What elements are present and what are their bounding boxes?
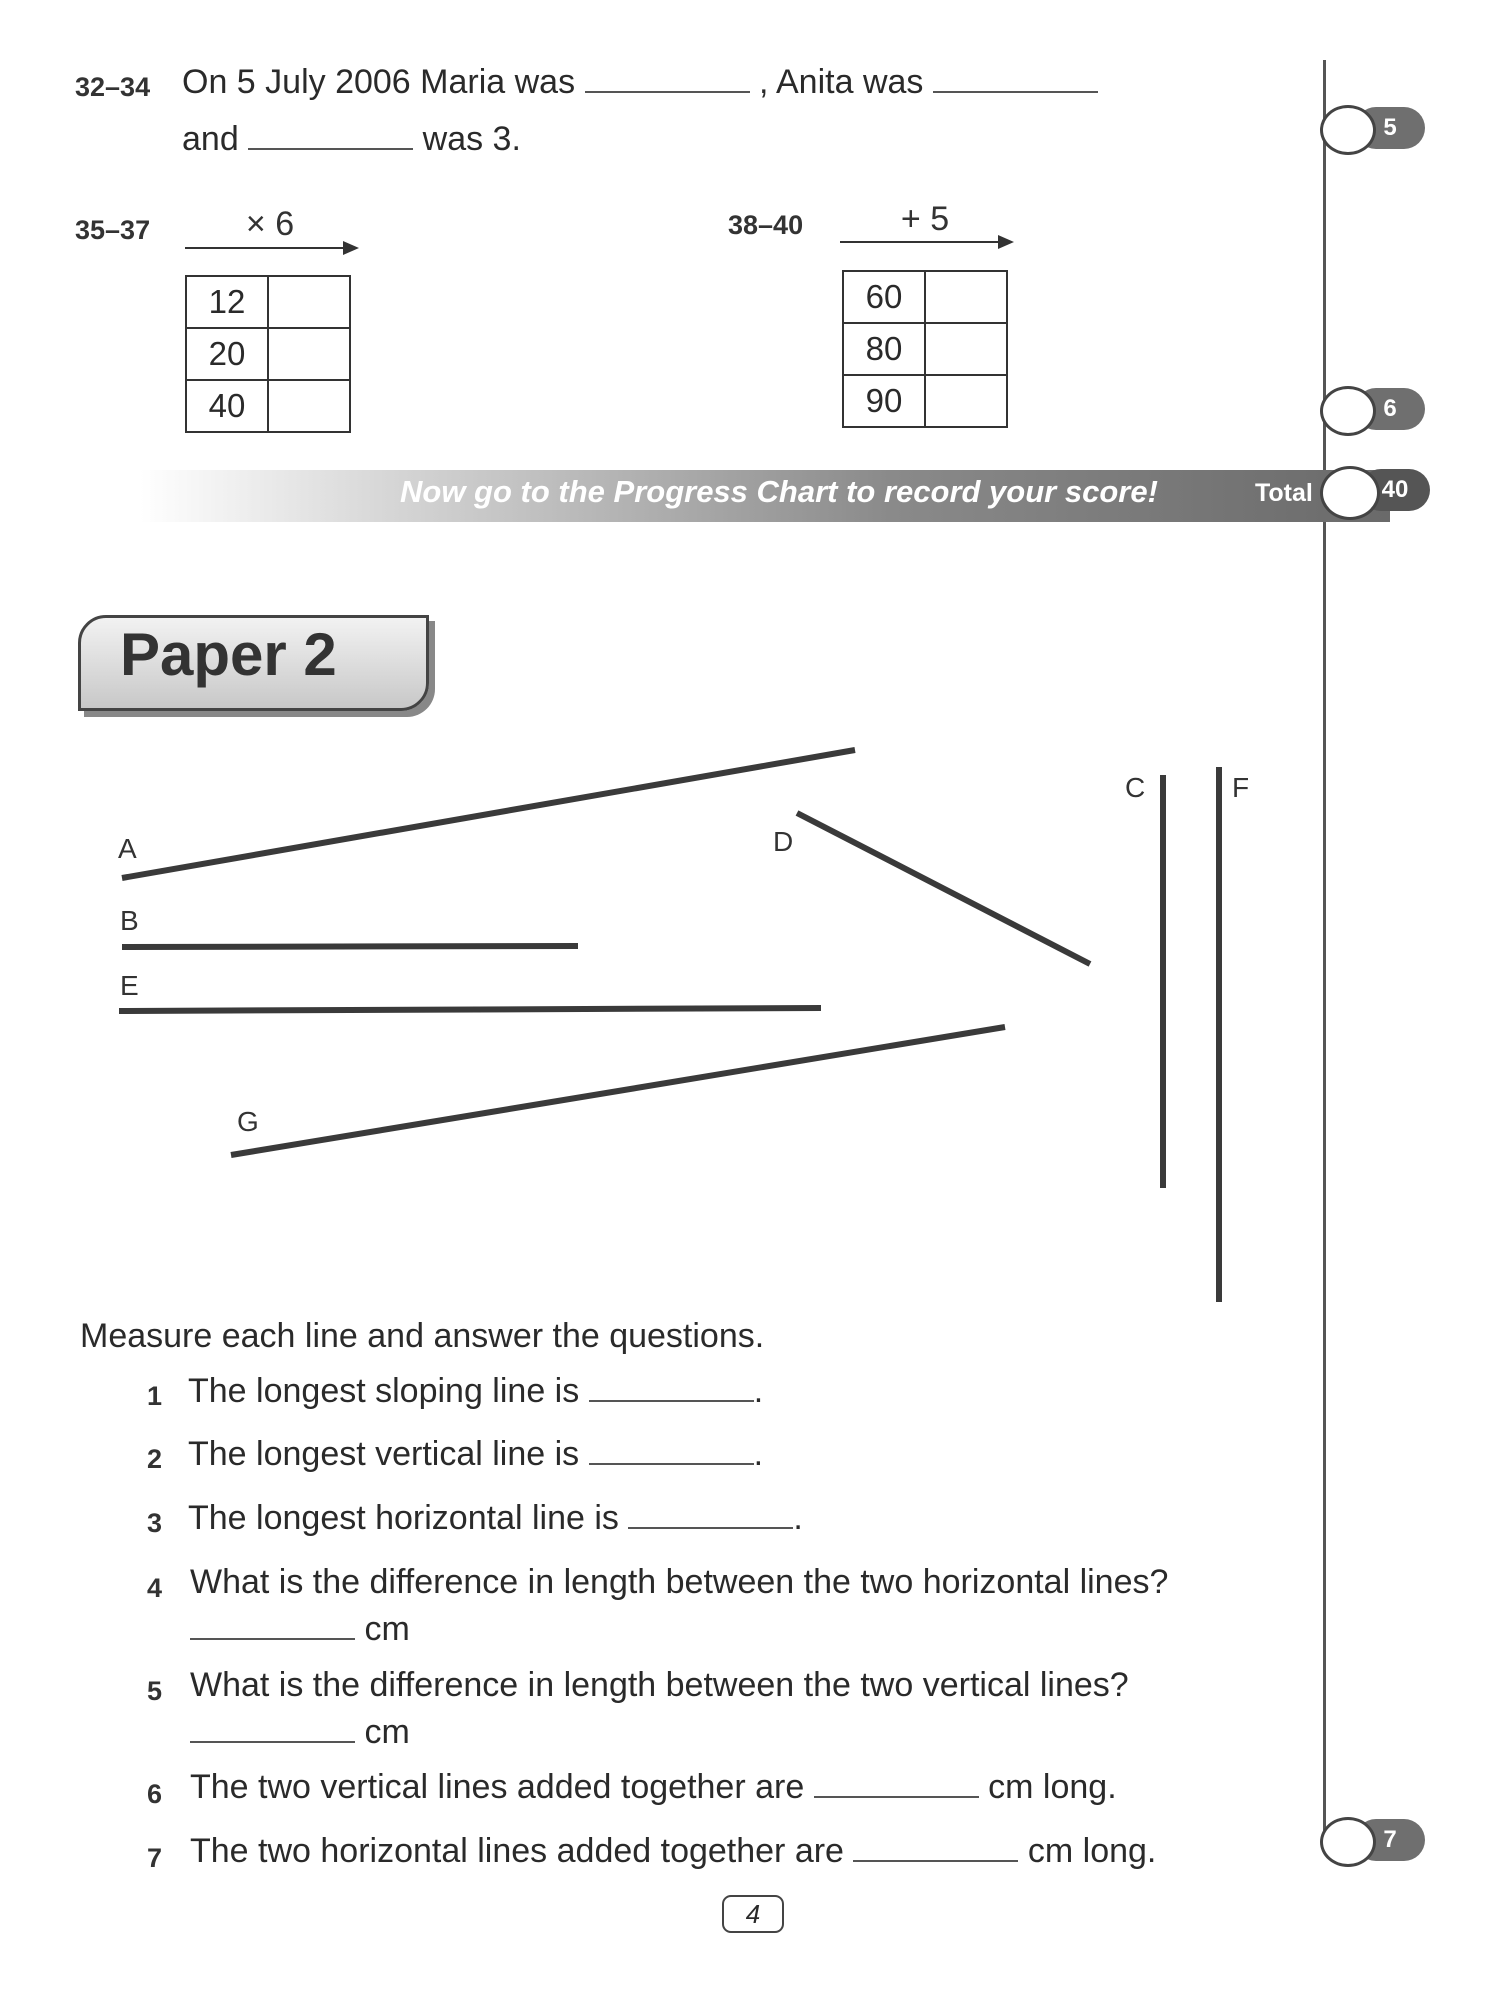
line-label-b: B	[120, 905, 139, 936]
input-cell: 90	[843, 375, 925, 427]
question-4-text: What is the difference in length between the two horizontal lines?	[190, 1563, 1169, 1601]
question-1-end: .	[753, 1372, 764, 1410]
input-cell: 12	[186, 276, 268, 328]
score-input-circle[interactable]	[1320, 1817, 1376, 1867]
score-max-badge: 6	[1355, 388, 1425, 430]
answer-blank-4[interactable]	[190, 1638, 355, 1640]
answer-blank-2[interactable]	[589, 1463, 754, 1465]
line-label-c: C	[1125, 772, 1146, 803]
answer-blank-7[interactable]	[853, 1860, 1018, 1862]
paper-title: Paper 2	[120, 621, 337, 688]
line-g	[231, 1027, 1005, 1155]
total-max-badge: 40	[1360, 469, 1430, 511]
question-number-6: 6	[147, 1779, 163, 1809]
question-2	[188, 1435, 763, 1474]
question-1	[188, 1372, 763, 1411]
q32-part4: was 3.	[422, 120, 521, 158]
line-label-f: F	[1232, 772, 1250, 803]
question-7-unit: cm long.	[1027, 1832, 1157, 1870]
line-a	[122, 750, 855, 878]
page-number: 4	[722, 1895, 784, 1933]
line-label-g: G	[237, 1106, 259, 1137]
answer-blank-6[interactable]	[814, 1796, 979, 1798]
line-label-e: E	[120, 970, 139, 1001]
q32-part1: On 5 July 2006 Maria was	[182, 63, 576, 101]
question-5-text: What is the difference in length between the two vertical lines?	[190, 1666, 1129, 1704]
input-cell: 60	[843, 271, 925, 323]
input-cell: 40	[186, 380, 268, 432]
question-5-answer	[190, 1713, 410, 1752]
question-5-unit: cm	[364, 1713, 410, 1751]
question-6-unit: cm long.	[988, 1768, 1117, 1806]
question-number-2: 2	[147, 1444, 163, 1474]
question-1-text: The longest sloping line is	[188, 1372, 580, 1410]
line-d	[797, 813, 1090, 964]
question-3-text: The longest horizontal line is	[188, 1499, 619, 1537]
question-6-text: The two vertical lines added together are	[190, 1768, 805, 1806]
line-label-a: A	[118, 833, 137, 864]
score-max-badge: 5	[1355, 107, 1425, 149]
answer-blank-1[interactable]	[589, 1400, 754, 1402]
operation-add-5: + 5	[900, 200, 950, 238]
input-cell: 20	[186, 328, 268, 380]
question-number-1: 1	[147, 1381, 163, 1411]
line-b	[122, 946, 578, 947]
q32-part3: and	[182, 120, 239, 158]
question-number-38: 38–40	[728, 210, 804, 240]
question-2-text: The longest vertical line is	[188, 1435, 580, 1473]
question-4-unit: cm	[364, 1610, 410, 1648]
operation-multiply-6: × 6	[245, 205, 295, 243]
instructions: Measure each line and answer the questions.	[80, 1317, 765, 1355]
question-number-3: 3	[147, 1508, 163, 1538]
line-e	[119, 1008, 821, 1011]
question-number-5: 5	[147, 1676, 163, 1706]
question-6	[190, 1768, 1117, 1807]
question-2-end: .	[753, 1435, 764, 1473]
question-number-7: 7	[147, 1843, 163, 1873]
question-7-text: The two horizontal lines added together are	[190, 1832, 844, 1870]
banner-text: Now go to the Progress Chart to record your score!	[400, 474, 1158, 509]
line-label-d: D	[773, 826, 794, 857]
answer-blank-5[interactable]	[190, 1741, 355, 1743]
question-number-32: 32–34	[75, 72, 151, 102]
question-7	[190, 1832, 1156, 1871]
question-3	[188, 1499, 803, 1538]
score-max-badge: 7	[1355, 1819, 1425, 1861]
total-label: Total	[1255, 479, 1313, 507]
question-3-end: .	[793, 1499, 803, 1537]
answer-blank-3[interactable]	[628, 1527, 793, 1529]
question-number-4: 4	[147, 1573, 163, 1603]
input-cell: 80	[843, 323, 925, 375]
q32-part2: , Anita was	[758, 63, 924, 101]
question-4-answer	[190, 1610, 410, 1649]
question-number-35: 35–37	[75, 215, 151, 245]
